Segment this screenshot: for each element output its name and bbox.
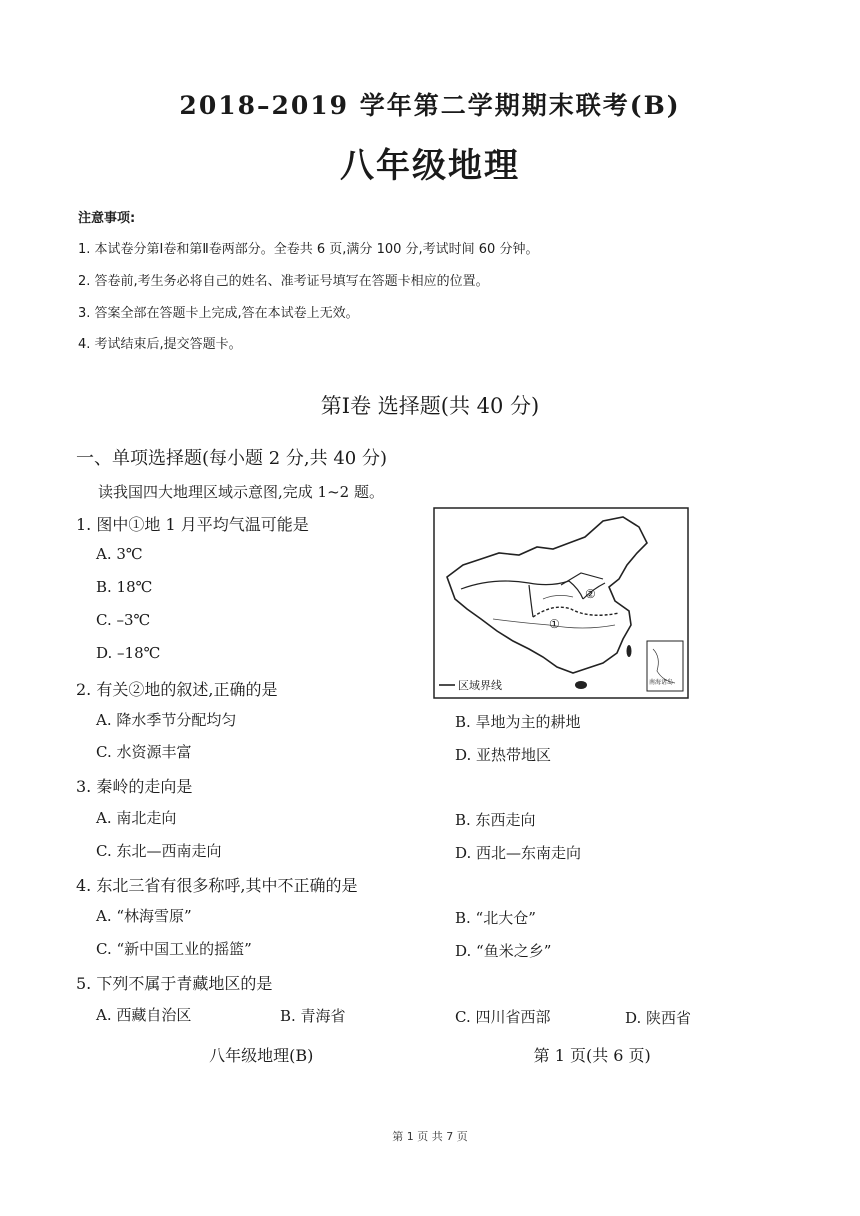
question-2-option-a: A. 降水季节分配均匀 bbox=[96, 711, 237, 729]
footer-page-number: 第 1 页(共 6 页) bbox=[533, 1046, 651, 1065]
question-5-option-b: B. 青海省 bbox=[280, 1007, 346, 1025]
section-title: 第Ⅰ卷 选择题(共 40 分) bbox=[320, 394, 540, 418]
footer-subject: 八年级地理(B) bbox=[209, 1046, 314, 1065]
note-item: 4. 考试结束后,提交答题卡。 bbox=[78, 337, 242, 352]
question-intro: 读我国四大地理区域示意图,完成 1~2 题。 bbox=[98, 483, 384, 501]
note-item: 1. 本试卷分第Ⅰ卷和第Ⅱ卷两部分。全卷共 6 页,满分 100 分,考试时间 60 分钟。 bbox=[78, 242, 539, 257]
question-3-option-b: B. 东西走向 bbox=[455, 811, 536, 829]
question-5-option-a: A. 西藏自治区 bbox=[96, 1006, 192, 1024]
subject-title: 八年级地理 bbox=[340, 146, 520, 186]
map-inset-label: 南海诸岛 bbox=[649, 679, 674, 686]
map-graphic bbox=[433, 507, 689, 699]
document-pager: 第 1 页 共 7 页 bbox=[392, 1130, 468, 1143]
page-footer bbox=[0, 1043, 860, 1066]
question-5-option-c: C. 四川省西部 bbox=[455, 1008, 551, 1026]
question-5-option-d: D. 陕西省 bbox=[625, 1009, 692, 1027]
note-item: 2. 答卷前,考生务必将自己的姓名、准考证号填写在答题卡相应的位置。 bbox=[78, 274, 489, 289]
question-3-option-c: C. 东北—西南走向 bbox=[96, 842, 222, 860]
question-1-option-c: C. –3℃ bbox=[96, 611, 151, 629]
map-legend-label: 区域界线 bbox=[458, 679, 502, 692]
question-1-option-d: D. –18℃ bbox=[96, 644, 161, 662]
question-4-option-a: A. “林海雪原” bbox=[96, 907, 192, 925]
question-3-option-a: A. 南北走向 bbox=[96, 809, 177, 827]
part-title: 一、单项选择题(每小题 2 分,共 40 分) bbox=[76, 448, 388, 469]
china-regions-map bbox=[433, 507, 689, 699]
map-marker-2: ② bbox=[585, 587, 596, 601]
question-3-option-d: D. 西北—东南走向 bbox=[455, 844, 582, 862]
question-4-option-b: B. “北大仓” bbox=[455, 909, 536, 927]
question-3-stem: 3. 秦岭的走向是 bbox=[76, 777, 193, 796]
question-2-option-b: B. 旱地为主的耕地 bbox=[455, 713, 581, 731]
question-2-option-c: C. 水资源丰富 bbox=[96, 743, 192, 761]
exam-title: 2018–2019 学年第二学期期末联考(B) bbox=[179, 91, 681, 120]
question-5-stem: 5. 下列不属于青藏地区的是 bbox=[76, 974, 273, 993]
question-1-option-b: B. 18℃ bbox=[96, 578, 153, 596]
question-1-option-a: A. 3℃ bbox=[96, 545, 143, 563]
question-2-option-d: D. 亚热带地区 bbox=[455, 746, 552, 764]
question-4-stem: 4. 东北三省有很多称呼,其中不正确的是 bbox=[76, 876, 358, 895]
question-4-option-d: D. “鱼米之乡” bbox=[455, 942, 552, 960]
map-marker-1: ① bbox=[549, 617, 560, 631]
question-2-stem: 2. 有关②地的叙述,正确的是 bbox=[76, 680, 278, 699]
notes-heading: 注意事项: bbox=[78, 211, 136, 226]
question-1-stem: 1. 图中①地 1 月平均气温可能是 bbox=[76, 515, 309, 534]
note-item: 3. 答案全部在答题卡上完成,答在本试卷上无效。 bbox=[78, 306, 359, 321]
question-4-option-c: C. “新中国工业的摇篮” bbox=[96, 940, 252, 958]
